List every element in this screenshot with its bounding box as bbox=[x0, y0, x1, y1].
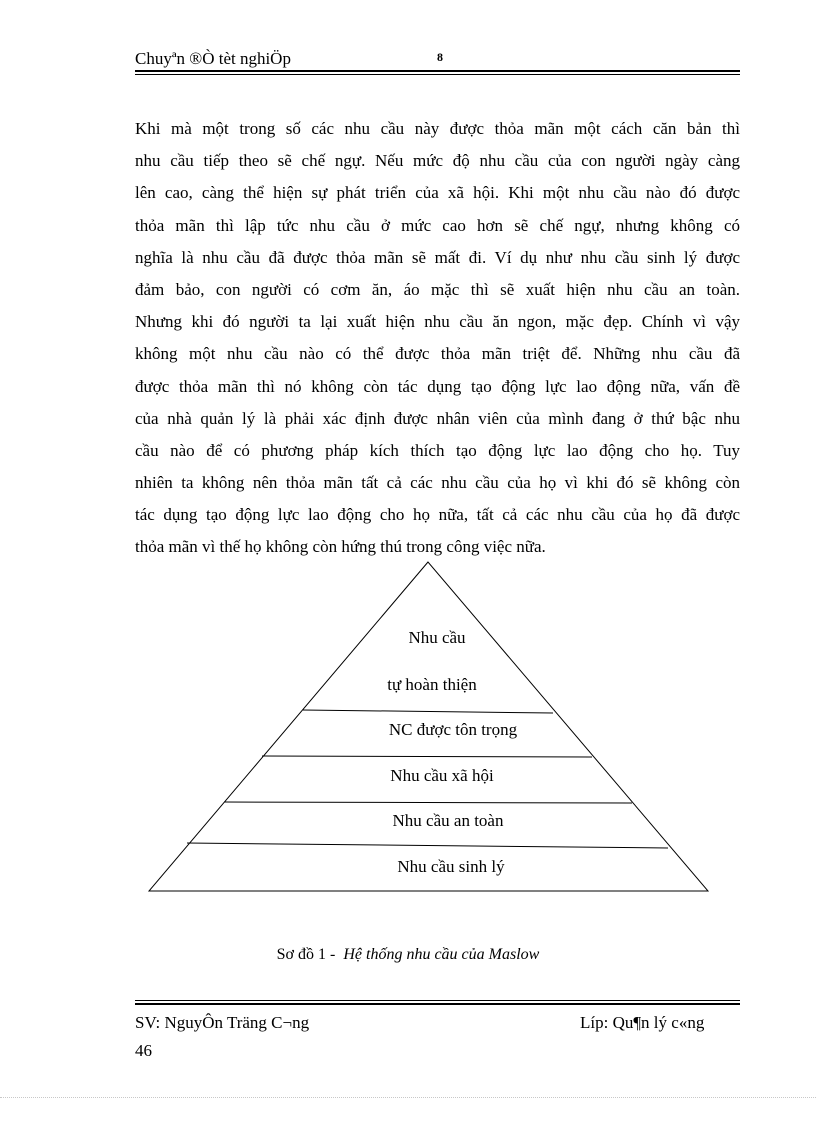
pyramid-divider bbox=[187, 843, 668, 848]
footer-rule-thin bbox=[135, 1000, 740, 1001]
pyramid-level-social: Nhu cầu xã hội bbox=[390, 766, 494, 785]
body-line: nhu cầu tiếp theo sẽ chế ngự. Nếu mức độ nhu cầu của con người ngày càng bbox=[135, 151, 740, 171]
caption-title: Hệ thống nhu cầu của Maslow bbox=[343, 946, 540, 963]
body-line: thỏa mãn thì lập tức nhu cầu ở mức cao hơn sẽ chế ngự, nhưng không có bbox=[135, 215, 740, 235]
pyramid-divider bbox=[224, 802, 632, 803]
body-line: nhiên ta không nên thỏa mãn tất cả các nhu cầu của họ vì khi đó sẽ không còn bbox=[135, 473, 740, 493]
footer-rule bbox=[135, 1003, 740, 1005]
footer-student: SV: NguyÔn Träng C¬ng bbox=[135, 1013, 310, 1032]
pyramid-level-self-actualization: Nhu cầu bbox=[408, 628, 466, 647]
pyramid-divider bbox=[262, 756, 592, 757]
bottom-dotted-rule bbox=[0, 1097, 816, 1098]
body-line: nghĩa là nhu cầu đã được thỏa mãn sẽ mất đi. Ví dụ như nhu cầu sinh lý được bbox=[135, 247, 740, 267]
body-line: được thỏa mãn thì nó không còn tác dụng tạo động lực lao động nữa, vấn đề bbox=[135, 376, 740, 396]
footer-class: Líp: Qu¶n lý c«ng bbox=[580, 1013, 705, 1032]
pyramid-level-safety: Nhu cầu an toàn bbox=[392, 811, 504, 830]
body-line: thỏa mãn vì thế họ không còn hứng thú trong công việc nữa. bbox=[135, 537, 546, 557]
header-title: Chuyªn ®Ò tèt nghiÖp bbox=[135, 49, 291, 68]
figure-caption bbox=[0, 946, 816, 964]
pyramid-level-esteem: NC được tôn trọng bbox=[388, 720, 518, 739]
body-line: cầu nào để có phương pháp kích thích tạo động lực lao động cho họ. Tuy bbox=[135, 440, 740, 460]
body-line: của nhà quản lý là phải xác định được nhân viên của mình đang ở thứ bậc nhu bbox=[135, 408, 740, 428]
pyramid-divider bbox=[303, 710, 553, 713]
page-number: 8 bbox=[437, 50, 443, 64]
pyramid-level-physiological: Nhu cầu sinh lý bbox=[397, 857, 505, 876]
body-line: Nhưng khi đó người ta lại xuất hiện nhu cầu ăn ngon, mặc đẹp. Chính vì vậy bbox=[135, 312, 740, 332]
body-line: không một nhu cầu nào có thể được thỏa mãn triệt để. Những nhu cầu đã bbox=[135, 344, 740, 364]
body-line: Khi mà một trong số các nhu cầu này được thỏa mãn một cách căn bản thì bbox=[135, 119, 740, 138]
pyramid-level-self-actualization-line2: tự hoàn thiện bbox=[387, 675, 477, 694]
body-line: đảm bảo, con người có cơm ăn, áo mặc thì sẽ xuất hiện nhu cầu an toàn. bbox=[135, 279, 740, 299]
caption-prefix: Sơ đồ 1 - bbox=[276, 946, 336, 963]
body-line: lên cao, càng thể hiện sự phát triển của xã hội. Khi một nhu cầu nào đó được bbox=[135, 183, 740, 203]
footer-number: 46 bbox=[135, 1041, 152, 1060]
body-line: tác dụng tạo động lực lao động cho họ nữa, tất cả các nhu cầu của họ đã được bbox=[135, 505, 740, 525]
